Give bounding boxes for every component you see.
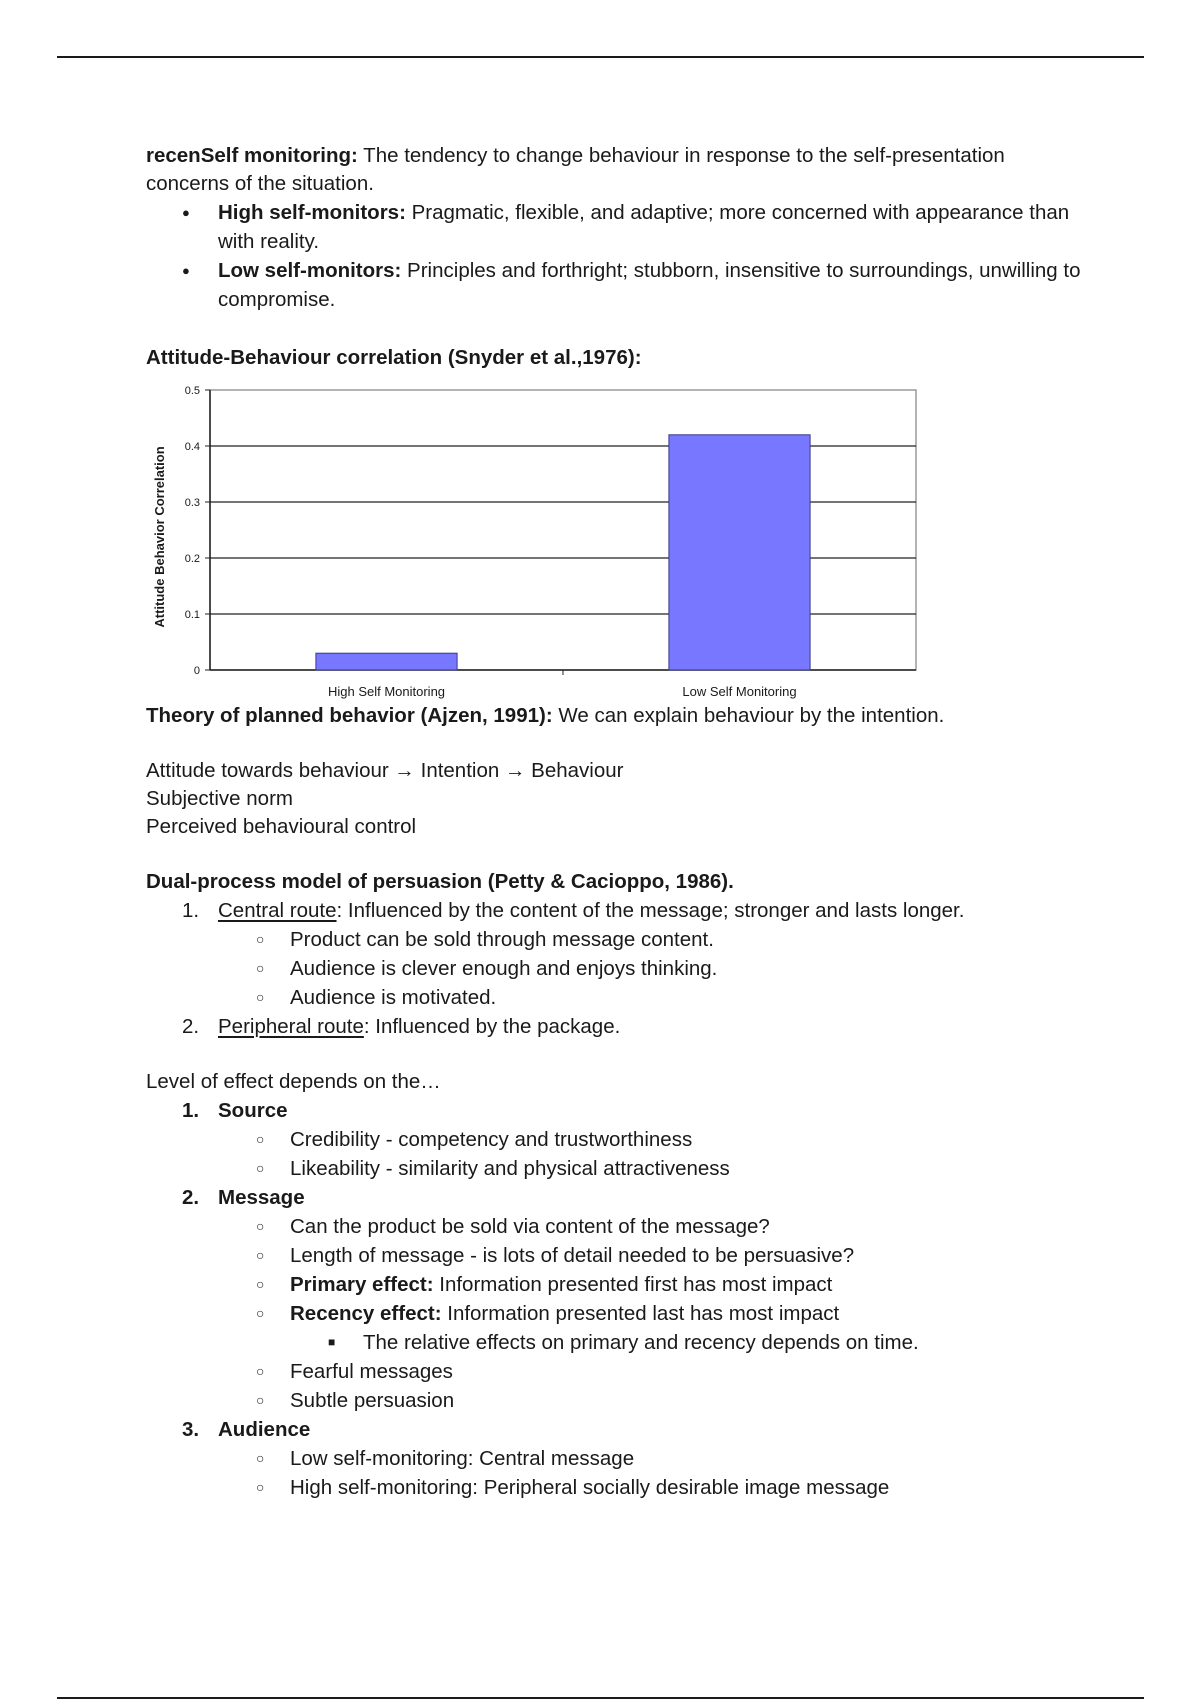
list-item: ○ Audience is motivated. — [146, 983, 1086, 1012]
source-title: Source — [218, 1099, 288, 1122]
y-tick-label: 0.2 — [184, 553, 200, 565]
list-item: ■ The relative effects on primary and recency depends on time. — [146, 1328, 1086, 1357]
x-tick-label: High Self Monitoring — [327, 684, 446, 699]
item-number: 2. — [182, 1186, 200, 1209]
bar-chart-svg — [146, 372, 926, 702]
tpb-line-2: Subjective norm — [146, 787, 293, 810]
central-route-term: Central route — [218, 899, 337, 922]
list-item: ○ Audience is clever enough and enjoys thinking. — [146, 954, 1086, 983]
item-number: 2. — [182, 1015, 200, 1038]
list-item: ○ Subtle persuasion — [146, 1386, 1086, 1415]
high-self-monitors-term: High self-monitors: — [218, 201, 406, 224]
dual-process-list — [146, 896, 1086, 1041]
message-title: Message — [218, 1186, 305, 1209]
list-item — [146, 1415, 1086, 1444]
low-self-monitors-text: Principles and forthright; stubborn, insensitive to surroundings, unwilling to compromise. — [218, 259, 1081, 311]
y-tick-label: 0.3 — [184, 497, 200, 509]
tpb-paragraph — [146, 702, 1086, 730]
list-item: ○ Low self-monitoring: Central message — [146, 1444, 1086, 1473]
tpb-text: We can explain behaviour by the intention. — [552, 704, 945, 727]
list-item — [146, 1270, 1086, 1299]
self-monitoring-term: recenSelf monitoring: — [146, 144, 358, 167]
bar — [669, 435, 810, 670]
effect-intro: Level of effect depends on the… — [146, 1070, 441, 1093]
list-item — [146, 1183, 1086, 1212]
list-item — [146, 896, 1086, 925]
attitude-behaviour-chart — [146, 372, 926, 702]
peripheral-route-term: Peripheral route — [218, 1015, 364, 1038]
high-self-monitors-text: Pragmatic, flexible, and adaptive; more concerned with appearance than with reality. — [218, 201, 1070, 253]
tpb-term: Theory of planned behavior (Ajzen, 1991): — [146, 704, 553, 727]
list-item — [146, 256, 1086, 314]
list-item: ○ Likeability - similarity and physical attractiveness — [146, 1154, 1086, 1183]
item-number: 1. — [182, 899, 200, 922]
list-item — [146, 1096, 1086, 1125]
list-item: ○ Length of message - is lots of detail needed to be persuasive? — [146, 1241, 1086, 1270]
list-item: ○ Fearful messages — [146, 1357, 1086, 1386]
y-tick-label: 0.1 — [184, 609, 200, 621]
central-route-text: : Influenced by the content of the message; stronger and lasts longer. — [336, 899, 965, 922]
recency-effect-text: Information presented last has most impact — [441, 1302, 840, 1325]
tpb-line-3: Perceived behavioural control — [146, 815, 417, 838]
dual-process-heading: Dual-process model of persuasion (Petty & Cacioppo, 1986). — [146, 870, 734, 893]
effect-list — [146, 1096, 1086, 1502]
bottom-rule — [57, 1697, 1144, 1699]
y-tick-label: 0 — [193, 665, 200, 677]
y-tick-label: 0.4 — [184, 441, 200, 453]
document-page — [146, 142, 1086, 1502]
chart-heading: Attitude-Behaviour correlation (Snyder et al.,1976): — [146, 346, 642, 369]
list-item: ○ High self-monitoring: Peripheral socially desirable image message — [146, 1473, 1086, 1502]
primary-effect-term: Primary effect: — [290, 1273, 434, 1296]
self-monitoring-definition — [146, 142, 1086, 198]
x-tick-label: Low Self Monitoring — [682, 684, 797, 699]
bar — [316, 653, 457, 670]
primary-effect-text: Information presented first has most impact — [433, 1273, 833, 1296]
list-item — [146, 198, 1086, 256]
low-self-monitors-term: Low self-monitors: — [218, 259, 402, 282]
top-rule — [57, 56, 1144, 58]
tpb-line-1: Attitude towards behaviour → Intention → Behaviour — [146, 759, 624, 782]
y-axis-label: Attitude Behavior Correlation — [152, 446, 167, 628]
item-number: 3. — [182, 1418, 200, 1441]
self-monitor-list — [146, 198, 1086, 314]
list-item — [146, 1299, 1086, 1328]
recency-effect-term: Recency effect: — [290, 1302, 442, 1325]
list-item — [146, 1012, 1086, 1041]
list-item: ○ Can the product be sold via content of the message? — [146, 1212, 1086, 1241]
audience-title: Audience — [218, 1418, 311, 1441]
list-item: ○ Credibility - competency and trustworthiness — [146, 1125, 1086, 1154]
item-number: 1. — [182, 1099, 200, 1122]
peripheral-route-text: : Influenced by the package. — [363, 1015, 621, 1038]
list-item: ○ Product can be sold through message content. — [146, 925, 1086, 954]
self-monitoring-text: The tendency to change behaviour in response to the self-presentation concerns of the situation. — [146, 144, 1005, 195]
y-tick-label: 0.5 — [184, 385, 200, 397]
